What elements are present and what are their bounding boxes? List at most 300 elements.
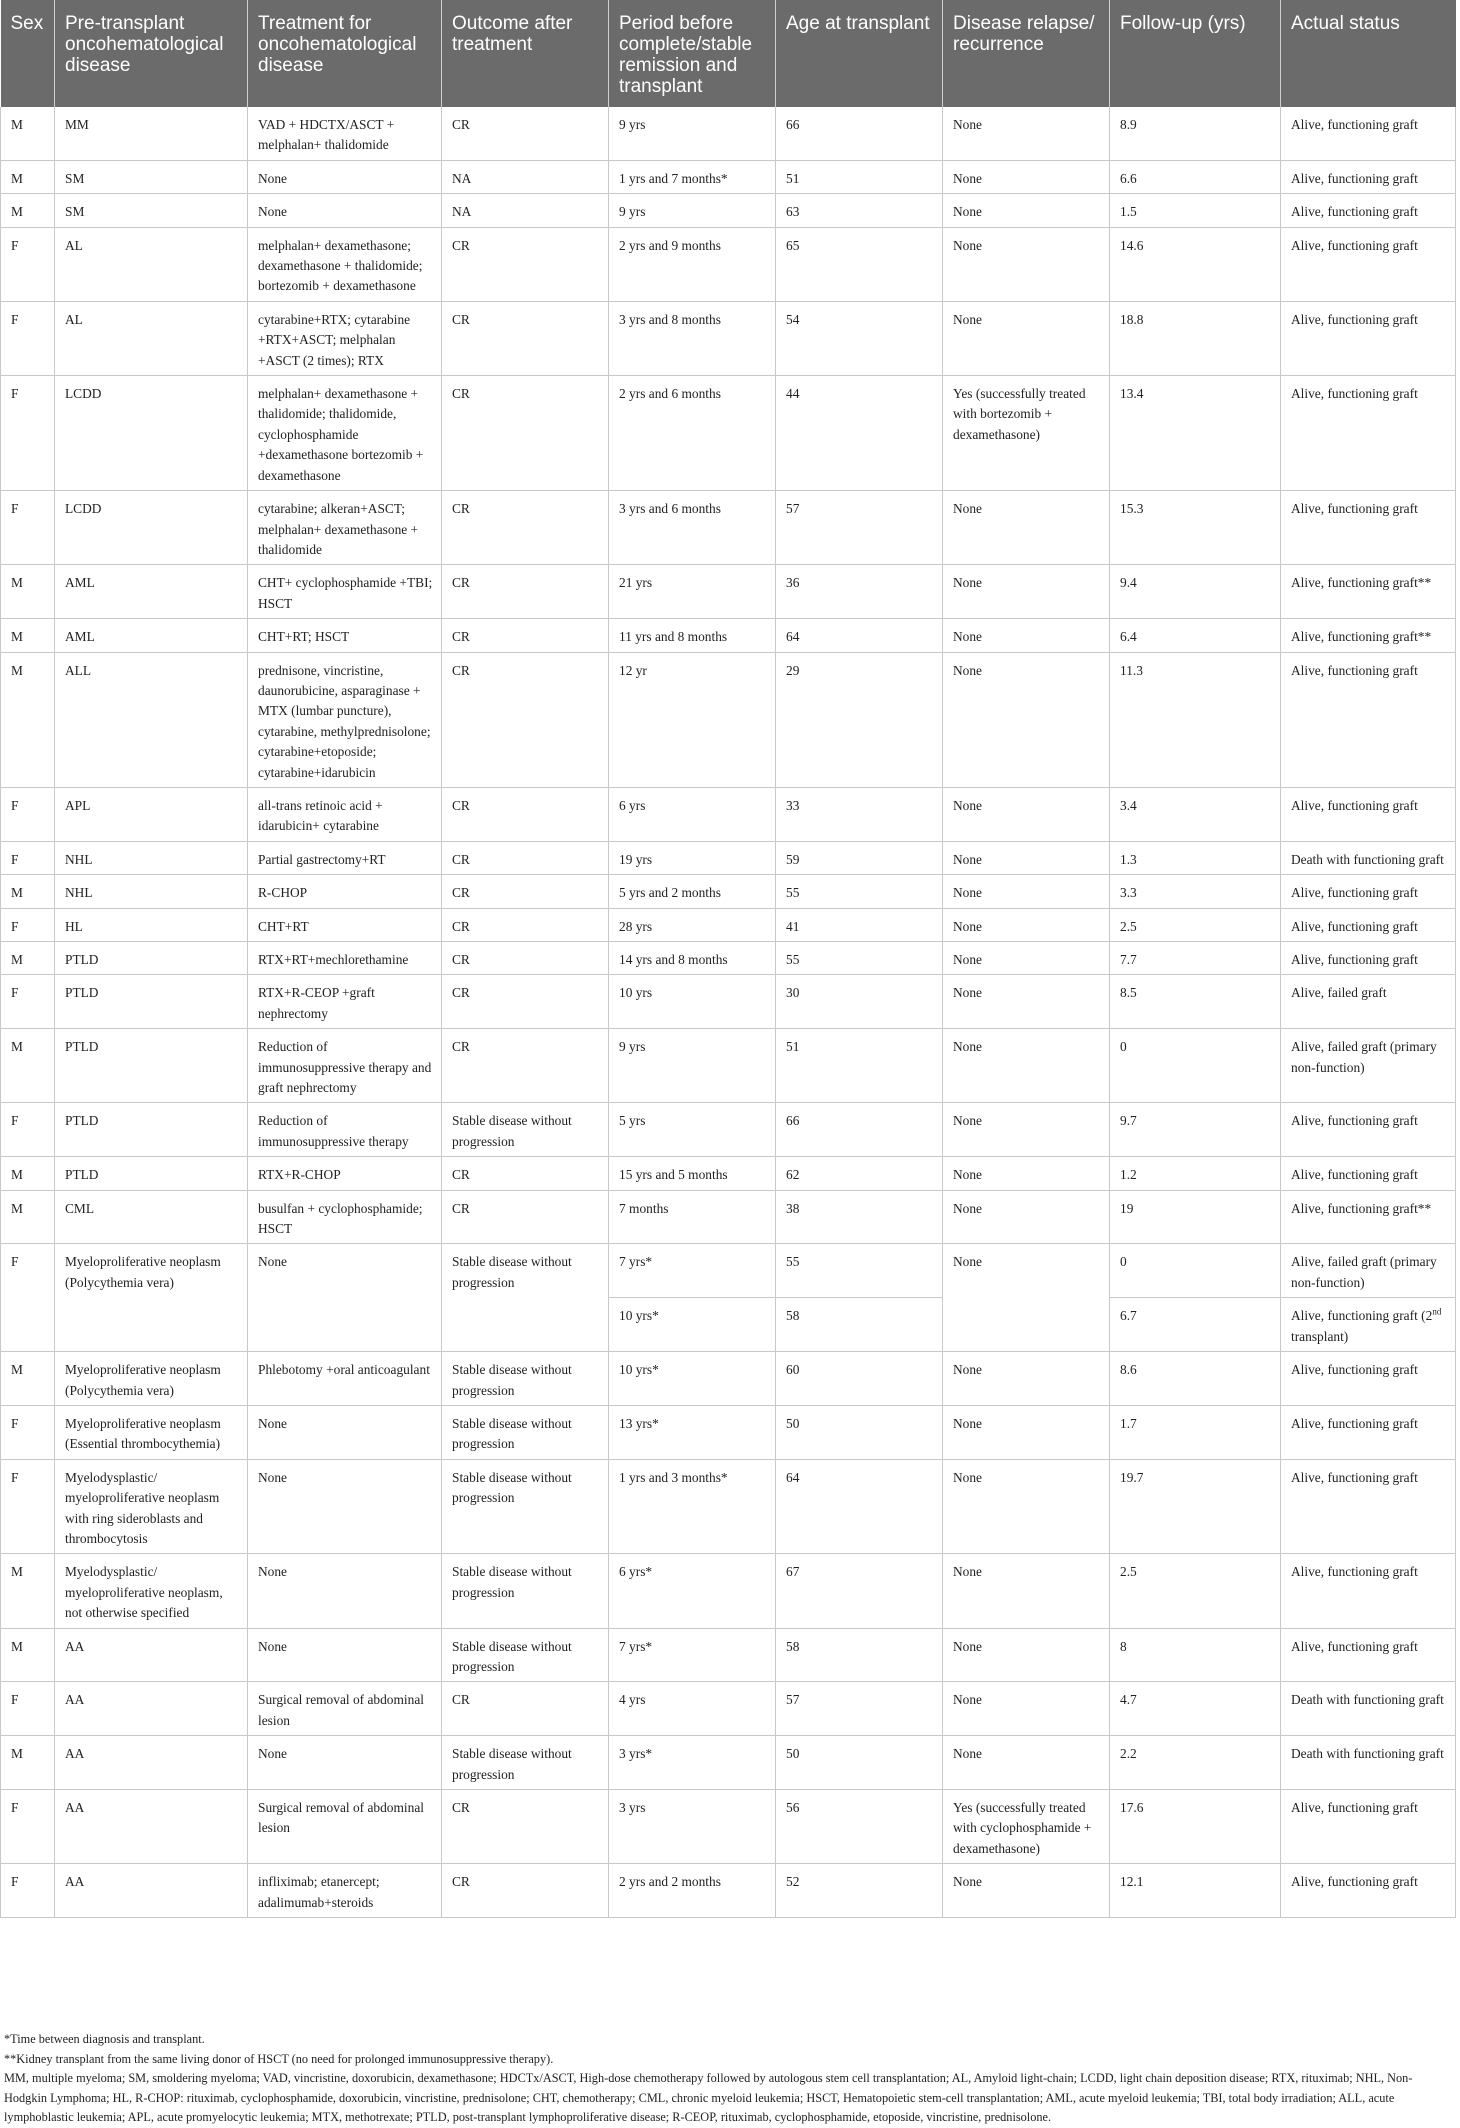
cell-period: 3 yrs <box>609 1790 776 1864</box>
cell-sex: F <box>1 491 55 565</box>
cell-outcome: CR <box>442 227 609 301</box>
cell-age: 30 <box>776 975 943 1029</box>
cell-outcome: Stable disease without progression <box>442 1405 609 1459</box>
cell-relapse: Yes (successfully treated with cyclophosphamide + dexamethasone) <box>943 1790 1110 1864</box>
cell-treatment: RTX+R-CHOP <box>248 1157 442 1190</box>
cell-outcome: CR <box>442 565 609 619</box>
table-footnotes <box>4 2030 1454 2128</box>
cell-sex: F <box>1 1244 55 1352</box>
cell-followup: 18.8 <box>1110 301 1281 375</box>
cell-disease: ALL <box>55 652 248 787</box>
cell-disease: AA <box>55 1790 248 1864</box>
cell-outcome: NA <box>442 194 609 227</box>
cell-relapse: None <box>943 841 1110 874</box>
cell-status: Alive, functioning graft <box>1281 194 1456 227</box>
cell-status: Alive, functioning graft <box>1281 301 1456 375</box>
cell-followup: 17.6 <box>1110 1790 1281 1864</box>
table-row <box>1 1103 1456 1157</box>
cell-age: 59 <box>776 841 943 874</box>
cell-relapse: None <box>943 160 1110 193</box>
cell-sex: M <box>1 652 55 787</box>
cell-followup: 15.3 <box>1110 491 1281 565</box>
cell-period: 28 yrs <box>609 908 776 941</box>
cell-outcome: CR <box>442 841 609 874</box>
cell-age: 66 <box>776 107 943 160</box>
cell-sex: M <box>1 1157 55 1190</box>
cell-period: 6 yrs* <box>609 1554 776 1628</box>
cell-period: 21 yrs <box>609 565 776 619</box>
cell-age: 54 <box>776 301 943 375</box>
cell-treatment: None <box>248 1554 442 1628</box>
table-row <box>1 619 1456 652</box>
cell-sex: M <box>1 160 55 193</box>
footnote: *Time between diagnosis and transplant. <box>4 2032 205 2046</box>
cell-period: 5 yrs and 2 months <box>609 875 776 908</box>
cell-followup: 0 <box>1110 1029 1281 1103</box>
cell-relapse: None <box>943 1244 1110 1352</box>
header-cell: Period before complete/stable remission and transplant <box>609 0 776 107</box>
cell-relapse: None <box>943 1029 1110 1103</box>
cell-followup: 14.6 <box>1110 227 1281 301</box>
cell-treatment: None <box>248 1628 442 1682</box>
cell-disease: AA <box>55 1736 248 1790</box>
cell-status: Alive, functioning graft <box>1281 491 1456 565</box>
cell-relapse: None <box>943 975 1110 1029</box>
cell-status: Alive, functioning graft <box>1281 787 1456 841</box>
cell-treatment: RTX+R-CEOP +graft nephrectomy <box>248 975 442 1029</box>
table-row <box>1 1864 1456 1918</box>
cell-status: Alive, functioning graft <box>1281 908 1456 941</box>
cell-period: 14 yrs and 8 months <box>609 942 776 975</box>
cell-status: Alive, functioning graft <box>1281 1352 1456 1406</box>
cell-age: 36 <box>776 565 943 619</box>
cell-relapse: None <box>943 1736 1110 1790</box>
cell-age: 60 <box>776 1352 943 1406</box>
cell-period: 4 yrs <box>609 1682 776 1736</box>
table-row <box>1 1029 1456 1103</box>
cell-age: 33 <box>776 787 943 841</box>
header-cell: Outcome after treatment <box>442 0 609 107</box>
cell-outcome: CR <box>442 1029 609 1103</box>
cell-treatment: all-trans retinoic acid + idarubicin+ cytarabine <box>248 787 442 841</box>
cell-status <box>1281 1298 1456 1352</box>
cell-status: Alive, functioning graft <box>1281 160 1456 193</box>
cell-followup: 9.4 <box>1110 565 1281 619</box>
cell-age: 57 <box>776 491 943 565</box>
cell-followup: 8 <box>1110 1628 1281 1682</box>
cell-treatment: busulfan + cyclophosphamide; HSCT <box>248 1190 442 1244</box>
cell-followup: 2.5 <box>1110 908 1281 941</box>
cell-age: 64 <box>776 1459 943 1554</box>
cell-outcome: CR <box>442 619 609 652</box>
cell-relapse: None <box>943 227 1110 301</box>
table-row <box>1 160 1456 193</box>
cell-status: Alive, failed graft (primary non-function) <box>1281 1244 1456 1298</box>
cell-sex: M <box>1 875 55 908</box>
cell-relapse: None <box>943 301 1110 375</box>
cell-disease: NHL <box>55 875 248 908</box>
cell-outcome: CR <box>442 787 609 841</box>
cell-relapse: None <box>943 107 1110 160</box>
cell-disease: CML <box>55 1190 248 1244</box>
cell-sex: F <box>1 1682 55 1736</box>
cell-period: 10 yrs <box>609 975 776 1029</box>
table-row <box>1 107 1456 160</box>
cell-age: 65 <box>776 227 943 301</box>
cell-age: 55 <box>776 942 943 975</box>
cell-status: Alive, functioning graft <box>1281 1864 1456 1918</box>
cell-status: Alive, functioning graft** <box>1281 619 1456 652</box>
cell-disease: PTLD <box>55 942 248 975</box>
cell-age: 63 <box>776 194 943 227</box>
cell-status: Alive, functioning graft <box>1281 1405 1456 1459</box>
cell-outcome: CR <box>442 975 609 1029</box>
table-row <box>1 1459 1456 1554</box>
cell-sex: M <box>1 1628 55 1682</box>
cell-outcome: Stable disease without progression <box>442 1628 609 1682</box>
table-row <box>1 787 1456 841</box>
cell-disease: AA <box>55 1864 248 1918</box>
cell-period: 2 yrs and 2 months <box>609 1864 776 1918</box>
table-row <box>1 1554 1456 1628</box>
cell-disease: NHL <box>55 841 248 874</box>
table-row <box>1 1352 1456 1406</box>
cell-status: Death with functioning graft <box>1281 1736 1456 1790</box>
cell-outcome: CR <box>442 376 609 491</box>
cell-sex: M <box>1 565 55 619</box>
cell-disease: AA <box>55 1682 248 1736</box>
table-row <box>1 942 1456 975</box>
cell-period: 3 yrs and 8 months <box>609 301 776 375</box>
cell-relapse: None <box>943 1405 1110 1459</box>
cell-treatment: None <box>248 1736 442 1790</box>
table-row <box>1 1790 1456 1864</box>
table-row <box>1 1682 1456 1736</box>
cell-age: 52 <box>776 1864 943 1918</box>
cell-followup: 1.2 <box>1110 1157 1281 1190</box>
cell-followup: 13.4 <box>1110 376 1281 491</box>
table-row <box>1 1405 1456 1459</box>
cell-disease: MM <box>55 107 248 160</box>
cell-sex: F <box>1 1405 55 1459</box>
cell-disease: AML <box>55 565 248 619</box>
cell-followup: 1.5 <box>1110 194 1281 227</box>
cell-status: Alive, functioning graft <box>1281 1157 1456 1190</box>
cell-followup: 6.7 <box>1110 1298 1281 1352</box>
cell-treatment: CHT+RT <box>248 908 442 941</box>
cell-age: 67 <box>776 1554 943 1628</box>
cell-status: Alive, functioning graft <box>1281 1554 1456 1628</box>
cell-sex: M <box>1 194 55 227</box>
cell-followup: 4.7 <box>1110 1682 1281 1736</box>
cell-treatment: Surgical removal of abdominal lesion <box>248 1790 442 1864</box>
cell-period: 3 yrs and 6 months <box>609 491 776 565</box>
cell-outcome: Stable disease without progression <box>442 1352 609 1406</box>
cell-status: Alive, functioning graft <box>1281 227 1456 301</box>
cell-outcome: CR <box>442 301 609 375</box>
cell-period: 10 yrs* <box>609 1352 776 1406</box>
cell-disease: AL <box>55 301 248 375</box>
cell-period: 15 yrs and 5 months <box>609 1157 776 1190</box>
cell-status: Alive, functioning graft <box>1281 376 1456 491</box>
cell-age: 50 <box>776 1405 943 1459</box>
table-row <box>1 1736 1456 1790</box>
cell-period: 7 yrs* <box>609 1244 776 1298</box>
cell-relapse: None <box>943 875 1110 908</box>
cell-age: 55 <box>776 1244 943 1298</box>
cell-followup: 6.4 <box>1110 619 1281 652</box>
cell-relapse: None <box>943 1459 1110 1554</box>
cell-sex: M <box>1 942 55 975</box>
cell-followup: 2.5 <box>1110 1554 1281 1628</box>
cell-age: 38 <box>776 1190 943 1244</box>
cell-treatment: RTX+RT+mechlorethamine <box>248 942 442 975</box>
cell-relapse: None <box>943 1628 1110 1682</box>
cell-treatment: melphalan+ dexamethasone; dexamethasone + thalidomide; bortezomib + dexamethasone <box>248 227 442 301</box>
cell-status: Alive, functioning graft <box>1281 107 1456 160</box>
cell-status: Alive, functioning graft** <box>1281 565 1456 619</box>
cell-disease: APL <box>55 787 248 841</box>
cell-disease: PTLD <box>55 975 248 1029</box>
cell-treatment: CHT+ cyclophosphamide +TBI; HSCT <box>248 565 442 619</box>
cell-relapse: None <box>943 908 1110 941</box>
cell-relapse: None <box>943 1190 1110 1244</box>
cell-relapse: None <box>943 1682 1110 1736</box>
cell-disease: Myeloproliferative neoplasm (Essential thrombocythemia) <box>55 1405 248 1459</box>
cell-age: 51 <box>776 1029 943 1103</box>
cell-disease: Myelodysplastic/ myeloproliferative neoplasm with ring sideroblasts and thrombocytosis <box>55 1459 248 1554</box>
cell-age: 55 <box>776 875 943 908</box>
cell-outcome: CR <box>442 1864 609 1918</box>
cell-followup: 3.3 <box>1110 875 1281 908</box>
header-cell: Disease relapse/ recurrence <box>943 0 1110 107</box>
cell-followup: 2.2 <box>1110 1736 1281 1790</box>
cell-treatment: None <box>248 1459 442 1554</box>
cell-outcome: CR <box>442 652 609 787</box>
table-row <box>1 975 1456 1029</box>
cell-period: 13 yrs* <box>609 1405 776 1459</box>
cell-period: 9 yrs <box>609 194 776 227</box>
cell-sex: M <box>1 1029 55 1103</box>
cell-followup: 8.6 <box>1110 1352 1281 1406</box>
cell-followup: 1.3 <box>1110 841 1281 874</box>
cell-outcome: CR <box>442 107 609 160</box>
cell-sex: F <box>1 787 55 841</box>
table-row <box>1 1244 1456 1298</box>
cell-outcome: CR <box>442 491 609 565</box>
cell-age: 56 <box>776 1790 943 1864</box>
cell-treatment: prednisone, vincristine, daunorubicine, asparaginase + MTX (lumbar puncture), cytarabine, methylprednisolone; cytarabine+etoposide; cytarabine+idarubicin <box>248 652 442 787</box>
cell-treatment: None <box>248 160 442 193</box>
cell-sex: F <box>1 1459 55 1554</box>
status-text: Alive, functioning graft (2 <box>1291 1308 1433 1324</box>
cell-followup: 12.1 <box>1110 1864 1281 1918</box>
cell-outcome: Stable disease without progression <box>442 1736 609 1790</box>
cell-relapse: None <box>943 942 1110 975</box>
cell-outcome: CR <box>442 942 609 975</box>
table-row <box>1 841 1456 874</box>
cell-relapse: None <box>943 652 1110 787</box>
cell-age: 29 <box>776 652 943 787</box>
header-cell: Pre-transplant oncohematological disease <box>55 0 248 107</box>
cell-treatment: Reduction of immunosuppressive therapy and graft nephrectomy <box>248 1029 442 1103</box>
footnote-abbreviations: MM, multiple myeloma; SM, smoldering myeloma; VAD, vincristine, doxorubicin, dexamethasone; HDCTx/ASCT, High-dose chemotherapy followed by autologous stem cell transplantation; AL, Amyloid light-chain; LCDD, light chain deposition disease; RTX, rituximab; NHL, Non-Hodgkin Lymphoma; HL, R-CHOP: rituximab, cyclophosphamide, doxorubicin, vincristine, prednisolone; CHT, chemotherapy; CML, chronic myeloid leukemia; HSCT, Hematopoietic stem-cell transplantation; AML, acute myeloid leukemia; TBI, total body irradiation; ALL, acute lymphoblastic leukemia; APL, acute promyelocytic leukemia; MTX, methotrexate; PTLD, post-transplant lymphoproliferative disease; R-CEOP, rituximab, cyclophosphamide, etoposide, vincristine, prednisolone. <box>4 2071 1413 2124</box>
cell-followup: 6.6 <box>1110 160 1281 193</box>
cell-period: 19 yrs <box>609 841 776 874</box>
cell-outcome: CR <box>442 875 609 908</box>
cell-followup: 8.9 <box>1110 107 1281 160</box>
cell-disease: AML <box>55 619 248 652</box>
cell-treatment: R-CHOP <box>248 875 442 908</box>
cell-disease: AA <box>55 1628 248 1682</box>
cell-relapse: None <box>943 1554 1110 1628</box>
cell-disease: PTLD <box>55 1157 248 1190</box>
cell-period: 7 months <box>609 1190 776 1244</box>
header-cell: Actual status <box>1281 0 1456 107</box>
cell-sex: F <box>1 908 55 941</box>
cell-treatment: cytarabine+RTX; cytarabine +RTX+ASCT; melphalan +ASCT (2 times); RTX <box>248 301 442 375</box>
cell-relapse: None <box>943 491 1110 565</box>
cell-period: 3 yrs* <box>609 1736 776 1790</box>
footnote: **Kidney transplant from the same living donor of HSCT (no need for prolonged immunosuppressive therapy). <box>4 2051 554 2066</box>
cell-status: Alive, failed graft (primary non-function) <box>1281 1029 1456 1103</box>
cell-followup: 7.7 <box>1110 942 1281 975</box>
cell-followup: 11.3 <box>1110 652 1281 787</box>
cell-sex: F <box>1 1103 55 1157</box>
cell-followup: 8.5 <box>1110 975 1281 1029</box>
table-row <box>1 565 1456 619</box>
cell-relapse: Yes (successfully treated with bortezomib + dexamethasone) <box>943 376 1110 491</box>
cell-disease: AL <box>55 227 248 301</box>
cell-disease: PTLD <box>55 1103 248 1157</box>
table-row <box>1 194 1456 227</box>
cell-followup: 1.7 <box>1110 1405 1281 1459</box>
ordinal-suffix: nd <box>1432 1306 1442 1317</box>
cell-period: 9 yrs <box>609 107 776 160</box>
cell-status: Alive, functioning graft <box>1281 1459 1456 1554</box>
cell-sex: M <box>1 107 55 160</box>
cell-sex: F <box>1 301 55 375</box>
table-row <box>1 376 1456 491</box>
cell-status: Alive, functioning graft <box>1281 942 1456 975</box>
cell-period: 1 yrs and 7 months* <box>609 160 776 193</box>
cell-relapse: None <box>943 1864 1110 1918</box>
cell-outcome: CR <box>442 1790 609 1864</box>
cell-sex: M <box>1 1736 55 1790</box>
cell-relapse: None <box>943 1157 1110 1190</box>
cell-period: 5 yrs <box>609 1103 776 1157</box>
cell-age: 51 <box>776 160 943 193</box>
cell-followup: 9.7 <box>1110 1103 1281 1157</box>
cell-relapse: None <box>943 1352 1110 1406</box>
cell-age: 58 <box>776 1628 943 1682</box>
cell-disease: Myeloproliferative neoplasm (Polycythemia vera) <box>55 1244 248 1352</box>
cell-period: 7 yrs* <box>609 1628 776 1682</box>
cell-disease: Myelodysplastic/ myeloproliferative neoplasm, not otherwise specified <box>55 1554 248 1628</box>
cell-status: Alive, functioning graft <box>1281 1790 1456 1864</box>
cell-treatment: Phlebotomy +oral anticoagulant <box>248 1352 442 1406</box>
table-row <box>1 1157 1456 1190</box>
header-cell: Follow-up (yrs) <box>1110 0 1281 107</box>
header-cell: Sex <box>1 0 55 107</box>
cell-sex: F <box>1 1790 55 1864</box>
cell-outcome: NA <box>442 160 609 193</box>
cell-sex: M <box>1 1190 55 1244</box>
cell-outcome: CR <box>442 1157 609 1190</box>
cell-followup: 0 <box>1110 1244 1281 1298</box>
cell-treatment: Partial gastrectomy+RT <box>248 841 442 874</box>
table-row <box>1 1190 1456 1244</box>
cell-age: 50 <box>776 1736 943 1790</box>
cell-period: 2 yrs and 9 months <box>609 227 776 301</box>
cell-age: 44 <box>776 376 943 491</box>
cell-disease: HL <box>55 908 248 941</box>
header-cell: Treatment for oncohematological disease <box>248 0 442 107</box>
status-text-end: transplant) <box>1291 1328 1349 1344</box>
cell-followup: 3.4 <box>1110 787 1281 841</box>
table-row <box>1 301 1456 375</box>
cell-status: Alive, functioning graft <box>1281 875 1456 908</box>
cell-relapse: None <box>943 619 1110 652</box>
cell-age: 64 <box>776 619 943 652</box>
header-cell: Age at transplant <box>776 0 943 107</box>
cell-sex: M <box>1 1352 55 1406</box>
cell-outcome: CR <box>442 1190 609 1244</box>
cell-relapse: None <box>943 194 1110 227</box>
cell-age: 62 <box>776 1157 943 1190</box>
cell-outcome: Stable disease without progression <box>442 1459 609 1554</box>
cell-outcome: Stable disease without progression <box>442 1244 609 1352</box>
table-header-row <box>1 0 1456 107</box>
cell-age: 66 <box>776 1103 943 1157</box>
table-row <box>1 652 1456 787</box>
cell-treatment: None <box>248 1405 442 1459</box>
cell-treatment: CHT+RT; HSCT <box>248 619 442 652</box>
table-row <box>1 908 1456 941</box>
cell-treatment: cytarabine; alkeran+ASCT; melphalan+ dexamethasone + thalidomide <box>248 491 442 565</box>
cell-sex: F <box>1 376 55 491</box>
cell-outcome: CR <box>442 1682 609 1736</box>
cell-treatment: None <box>248 1244 442 1352</box>
cell-disease: PTLD <box>55 1029 248 1103</box>
cell-disease: Myeloproliferative neoplasm (Polycythemia vera) <box>55 1352 248 1406</box>
cell-disease: SM <box>55 160 248 193</box>
cell-treatment: VAD + HDCTX/ASCT + melphalan+ thalidomide <box>248 107 442 160</box>
cell-sex: M <box>1 1554 55 1628</box>
cell-followup: 19 <box>1110 1190 1281 1244</box>
cell-status: Death with functioning graft <box>1281 1682 1456 1736</box>
cell-status: Death with functioning graft <box>1281 841 1456 874</box>
cell-disease: LCDD <box>55 491 248 565</box>
cell-period: 9 yrs <box>609 1029 776 1103</box>
cell-age: 57 <box>776 1682 943 1736</box>
cell-treatment: infliximab; etanercept; adalimumab+steroids <box>248 1864 442 1918</box>
cell-age: 58 <box>776 1298 943 1352</box>
cell-followup: 19.7 <box>1110 1459 1281 1554</box>
cell-sex: M <box>1 619 55 652</box>
table-row <box>1 1628 1456 1682</box>
cell-treatment: melphalan+ dexamethasone + thalidomide; thalidomide, cyclophosphamide +dexamethasone bortezomib + dexamethasone <box>248 376 442 491</box>
cell-status: Alive, failed graft <box>1281 975 1456 1029</box>
cell-relapse: None <box>943 565 1110 619</box>
cell-period: 1 yrs and 3 months* <box>609 1459 776 1554</box>
cell-period: 2 yrs and 6 months <box>609 376 776 491</box>
cell-relapse: None <box>943 1103 1110 1157</box>
cell-outcome: CR <box>442 908 609 941</box>
cell-outcome: Stable disease without progression <box>442 1554 609 1628</box>
cell-period: 12 yr <box>609 652 776 787</box>
cell-disease: SM <box>55 194 248 227</box>
